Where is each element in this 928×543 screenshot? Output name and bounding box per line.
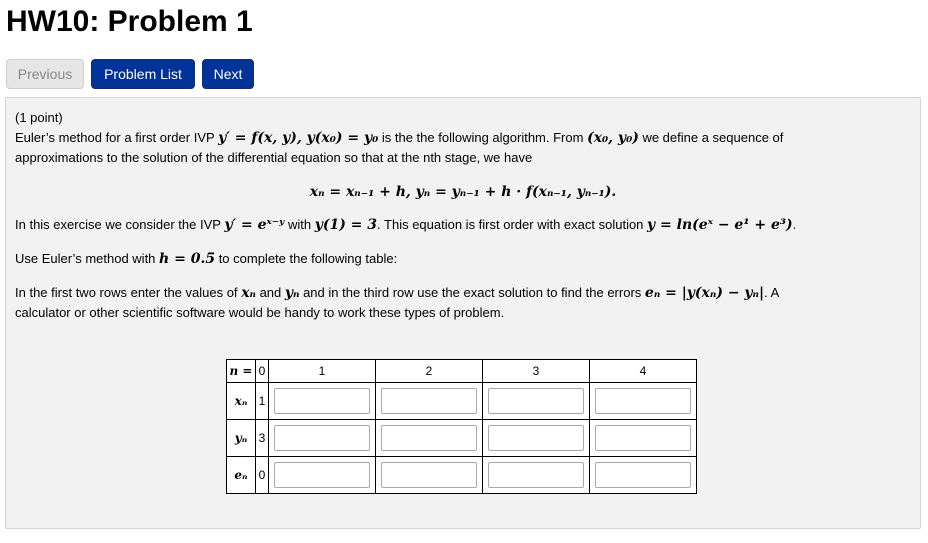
- e3-input[interactable]: [488, 462, 584, 488]
- intro-text-3: we define a sequence of: [642, 130, 784, 145]
- x2-input[interactable]: [381, 388, 477, 414]
- rows-text-3: and in the third row use the exact solution to find the errors: [303, 285, 642, 300]
- column-header: 3: [483, 360, 590, 383]
- rows-text-1: In the first two rows enter the values of: [15, 285, 238, 300]
- row-initial: 0: [256, 457, 269, 494]
- next-button[interactable]: Next: [202, 59, 254, 89]
- table-row-yn: [227, 420, 697, 457]
- exercise-line: [15, 215, 796, 235]
- recurrence-formula: xₙ = xₙ₋₁ + h, yₙ = yₙ₋₁ + h · f(xₙ₋₁, yₙ₋₁).: [309, 184, 617, 200]
- row-label: eₙ: [227, 457, 256, 494]
- row-initial: 3: [256, 420, 269, 457]
- step-size: h = 0.5: [159, 251, 216, 267]
- start-point-formula: (x₀, y₀): [587, 130, 639, 146]
- exercise-equation: y′ = eˣ⁻ʸ: [224, 217, 285, 233]
- y2-input[interactable]: [381, 425, 477, 451]
- e1-input[interactable]: [274, 462, 370, 488]
- row-label: xₙ: [227, 383, 256, 420]
- rows-text-4: . A: [764, 285, 780, 300]
- rows-line-1: [15, 283, 779, 303]
- problem-list-button[interactable]: Problem List: [91, 59, 195, 89]
- x3-input[interactable]: [488, 388, 584, 414]
- e2-input[interactable]: [381, 462, 477, 488]
- exact-solution: y = ln(eˣ − e¹ + e³): [647, 217, 793, 233]
- exercise-text-2: with: [287, 217, 312, 232]
- e4-input[interactable]: [595, 462, 691, 488]
- column-header: 2: [376, 360, 483, 383]
- table-row-en: [227, 457, 697, 494]
- x4-input[interactable]: [595, 388, 691, 414]
- exercise-text-4: .: [792, 217, 797, 232]
- use-text-2: to complete the following table:: [218, 251, 398, 266]
- row-label: yₙ: [227, 420, 256, 457]
- step-line: [15, 249, 397, 269]
- column-header: 1: [269, 360, 376, 383]
- n-label: n =: [227, 360, 256, 383]
- problem-nav: [6, 59, 254, 89]
- page-title: HW10: Problem 1: [6, 5, 253, 38]
- table-header-row: [227, 360, 697, 383]
- rows-text-2: and: [259, 285, 282, 300]
- y1-input[interactable]: [274, 425, 370, 451]
- rows-line-2: calculator or other scientific software would be handy to work these types of problem.: [15, 305, 505, 320]
- ivp-formula: y′ = f(x, y), y(x₀) = y₀: [218, 130, 379, 146]
- table-row-xn: [227, 383, 697, 420]
- intro-line-1: [15, 128, 783, 148]
- y4-input[interactable]: [595, 425, 691, 451]
- use-text-1: Use Euler’s method with: [15, 251, 156, 266]
- points-label: (1 point): [15, 110, 63, 125]
- y3-input[interactable]: [488, 425, 584, 451]
- row-initial: 1: [256, 383, 269, 420]
- euler-table: [226, 359, 697, 494]
- previous-button[interactable]: Previous: [6, 59, 84, 89]
- x1-input[interactable]: [274, 388, 370, 414]
- intro-line-2: approximations to the solution of the differential equation so that at the nth stage, we have: [15, 150, 533, 165]
- initial-condition: y(1) = 3: [314, 217, 378, 233]
- column-header: 4: [590, 360, 697, 383]
- xn-symbol: xₙ: [241, 285, 256, 301]
- intro-text-1: Euler’s method for a first order IVP: [15, 130, 215, 145]
- exercise-text-3: . This equation is first order with exact solution: [377, 217, 644, 232]
- n-initial: 0: [256, 360, 269, 383]
- intro-text-2: is the the following algorithm. From: [381, 130, 584, 145]
- exercise-text-1: In this exercise we consider the IVP: [15, 217, 221, 232]
- error-definition: eₙ = |y(xₙ) − yₙ|: [644, 285, 765, 301]
- yn-symbol: yₙ: [284, 285, 300, 301]
